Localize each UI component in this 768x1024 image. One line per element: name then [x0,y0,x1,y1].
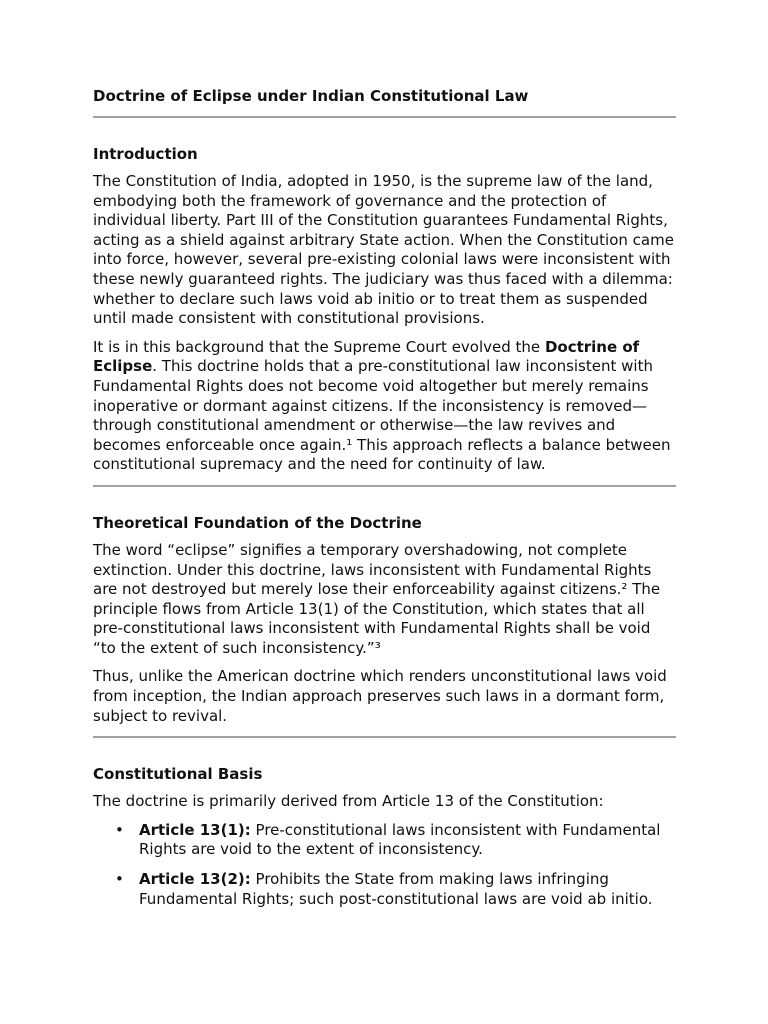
theory-paragraph-2: Thus, unlike the American doctrine which renders unconstitutional laws void from inception, the Indian approach preserves such laws in a dormant form, subject to revival. [93,667,667,725]
article-13-list [93,821,676,909]
list-item [93,821,676,860]
intro-paragraph-2-lead: It is in this background that the Supreme Court evolved the [93,337,545,356]
heading-theoretical-foundation: Theoretical Foundation of the Doctrine [93,513,422,532]
doctrine-of-eclipse-term: Doctrine of Eclipse [93,337,640,376]
section-divider-1 [93,485,676,487]
title-divider [93,116,676,118]
document-title: Doctrine of Eclipse under Indian Constitutional Law [93,87,529,105]
document-body [93,85,676,909]
list-item [93,870,676,909]
theory-paragraph-1: The word “eclipse” signifies a temporary overshadowing, not complete extinction. Under this doctrine, laws inconsistent with Fundamental Rights are not destroyed but merely lose their enforceability against citizens.² The principle flows from Article 13(1) of the Constitution, which states that all pre-constitutional laws inconsistent with Fundamental Rights shall be void “to the extent of such inconsistency.”³ [93,540,661,657]
bullet-icon: • [115,870,124,889]
section-divider-2 [93,736,676,738]
intro-paragraph-1: The Constitution of India, adopted in 1950, is the supreme law of the land, embodying both the framework of governance and the protection of individual liberty. Part III of the Constitution guarantees Fundamental Rights, acting as a shield against arbitrary State action. When the Constitution came into force, however, several pre-existing colonial laws were inconsistent with these newly guaranteed rights. The judiciary was thus faced with a dilemma: whether to declare such laws void ab initio or to treat them as suspended until made consistent with constitutional provisions. [93,172,674,328]
heading-introduction: Introduction [93,145,198,163]
list-item-label: Article 13(1): [139,820,251,839]
intro-paragraph-2-rest: . This doctrine holds that a pre-constitutional law inconsistent with Fundamental Rights does not become void altogether but merely remains inoperative or dormant against citizens. If the inconsistency is removed—through constitutional amendment or otherwise—the law revives and becomes enforceable once again.¹ This approach reflects a balance between constitutional supremacy and the need for continuity of law. [93,357,671,474]
basis-intro: The doctrine is primarily derived from Article 13 of the Constitution: [93,792,604,811]
list-item-label: Article 13(2): [139,870,251,889]
heading-constitutional-basis: Constitutional Basis [93,765,263,784]
list-item-text: Pre-constitutional laws inconsistent with Fundamental Rights are void to the extent of inconsistency. [139,820,661,859]
intro-paragraph-2 [93,338,676,475]
bullet-icon: • [115,820,124,839]
list-item-text: Prohibits the State from making laws infringing Fundamental Rights; such post-constitutional laws are void ab initio. [139,870,653,908]
